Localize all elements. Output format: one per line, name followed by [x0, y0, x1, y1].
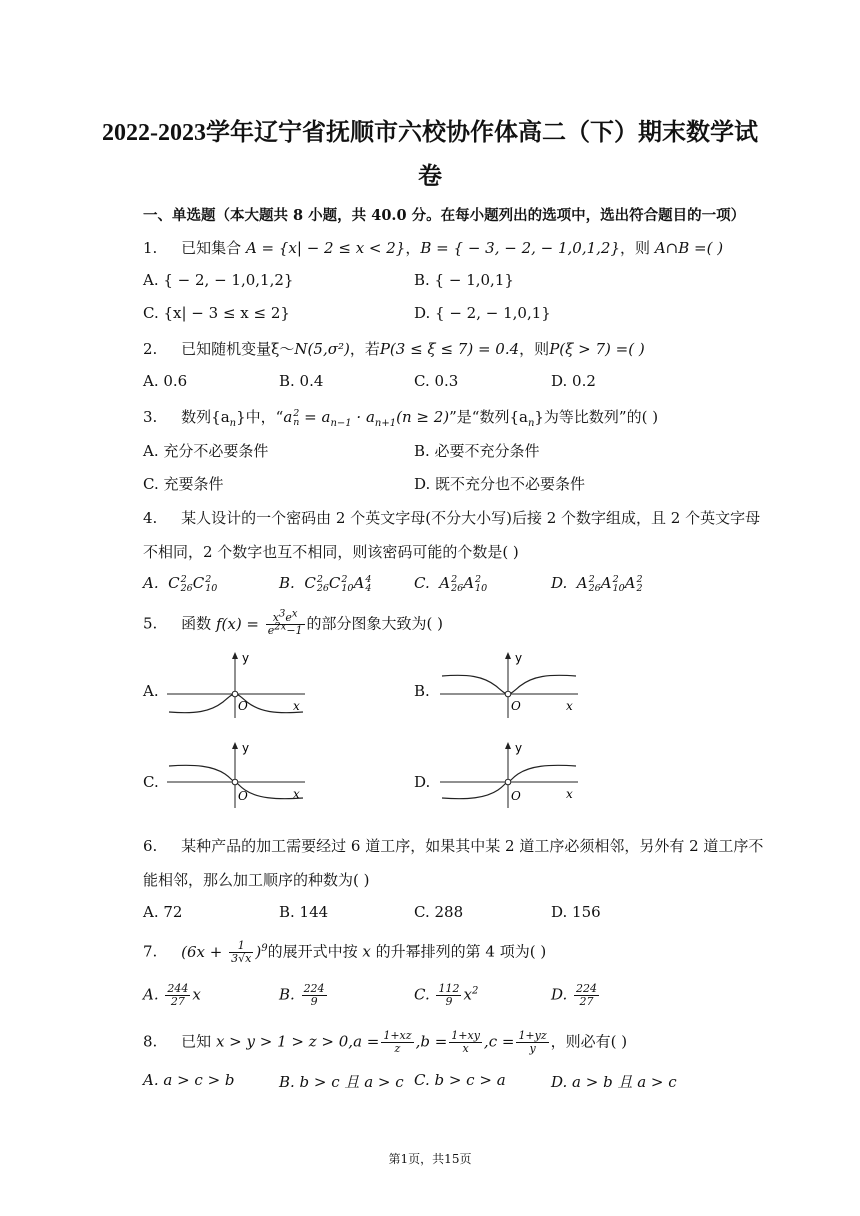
q4-option-c: C. A 2 26 A 2 10 [414, 574, 488, 594]
question-5 [143, 608, 444, 637]
q3-option-c: C. 充要条件 [143, 475, 224, 493]
q4-option-b: B. C 2 26 C 2 10 A 4 4 [279, 574, 372, 594]
x-label: x [566, 699, 573, 713]
q1-set-a: A = {x| − 2 ≤ x < 2} [245, 239, 406, 257]
q5-label-d: D. [414, 773, 431, 791]
q8-option-c: C. b > c > a [414, 1071, 506, 1089]
origin-label: O [238, 699, 248, 713]
q7-stem-d: 的升幂排列的第 4 项为( ) [375, 942, 547, 961]
q2-normal: N(5,σ²) [294, 340, 350, 358]
q2-option-d: D. 0.2 [551, 372, 596, 390]
q5-function: f(x) = $\frac{x^3e^x}{e^{2x}-1}$ [215, 608, 303, 637]
origin-label: O [238, 789, 248, 803]
q3-option-a: A. 充分不必要条件 [143, 442, 269, 460]
q8-stem-b: x > y > 1 > z > 0,a = [215, 1032, 380, 1051]
q7-option-d: D. $\frac{224}{27}$ [551, 982, 598, 1008]
q1-set-b: B = { − 3, − 2, − 1,0,1,2} [420, 239, 621, 257]
q3-option-d: D. 既不充分也不必要条件 [414, 475, 586, 493]
q3-stem-d: }为等比数列”的( ) [534, 408, 659, 426]
page-footer: 第1页，共15页 [388, 1152, 472, 1166]
q5-number: 5. [143, 614, 158, 633]
q1-option-d: D. { − 2, − 1,0,1} [414, 304, 551, 322]
q2-stem-f: P(ξ > 7) =( ) [549, 340, 645, 358]
q8-stem-e: ，则必有( ) [550, 1032, 628, 1051]
q6-number: 6. [143, 837, 158, 855]
question-4 [143, 507, 760, 528]
y-arrow [505, 652, 511, 659]
q5-graph-c [165, 740, 315, 810]
q3-stem-a: 数列{a [181, 408, 230, 426]
question-3: 3. 数列$\{a_n\}$中，“a 2 n = $a_{n-1} \cdot a_{n+1}(n \ge 2)$”是“数列$\{a_n\}$为等比数列”的( ) [143, 408, 659, 429]
q5-stem-a: 函数 [181, 614, 212, 633]
q4-option-a: A. C 2 26 C 2 10 [143, 574, 218, 594]
q1-stem-e: ，则 [620, 239, 651, 257]
q8-stem-c: ,b = [415, 1032, 448, 1051]
q3-stem-c: ”是“数列{a [449, 408, 528, 426]
q1-option-a: A. { − 2, − 1,0,1,2} [143, 271, 294, 289]
y-label: y [242, 651, 250, 665]
q6-option-a: A. 72 [143, 903, 183, 921]
q5-graph-b [438, 650, 588, 720]
question-8: 8. 已知 x > y > 1 > z > 0,a = $\frac{1+xz}{z}$ ,b = $\frac{1+xy}{x}$ ,c = $\frac{1+yz}{y}$ ，则必有( ) [143, 1029, 628, 1055]
q4-option-d: D. A 2 26 A 2 10 A 2 2 [551, 574, 643, 594]
q2-stem-c: ，若 [349, 340, 380, 358]
y-label: y [242, 741, 250, 755]
q7-stem-b: 的展开式中按 [267, 942, 358, 961]
open-point [232, 779, 238, 785]
section-heading: 一、单选题（本大题共 8 小题，共 40.0 分。在每小题列出的选项中，选出符合题目的一项） [143, 207, 746, 224]
q7-var: x [362, 942, 371, 961]
question-6 [143, 835, 763, 856]
q1-option-b: B. { − 1,0,1} [414, 271, 514, 289]
q3-number: 3. [143, 408, 158, 426]
q6-option-c: C. 288 [414, 903, 464, 921]
q6-stem-line2: 能相邻，那么加工顺序的种数为( ) [143, 871, 370, 889]
x-label: x [566, 787, 573, 801]
q3-stem-b: }中，“ [236, 408, 284, 426]
q7-binomial: (6x + $\frac{1}{3√x}$ )$^9$ [181, 939, 268, 965]
q8-stem-a: 已知 [181, 1032, 212, 1051]
q3-formula: a 2 n = $a_{n-1} \cdot a_{n+1}(n \ge 2)$ [283, 408, 450, 429]
q2-number: 2. [143, 340, 158, 358]
q1-option-c: C. {x| − 3 ≤ x ≤ 2} [143, 304, 290, 322]
q5-label-a: A. [143, 682, 159, 700]
q4-number: 4. [143, 509, 158, 527]
q7-number: 7. [143, 942, 158, 961]
q5-label-b: B. [414, 682, 430, 700]
question-1 [143, 237, 723, 258]
question-7 [143, 940, 546, 965]
q4-stem-line1: 某人设计的一个密码由 2 个英文字母(不分大小写)后接 2 个数字组成，且 2 个英文字母 [181, 509, 761, 527]
q6-stem-line1: 某种产品的加工需要经过 6 道工序，如果其中某 2 道工序必须相邻，另外有 2 道工序不 [181, 837, 764, 855]
q8-number: 8. [143, 1032, 158, 1051]
q1-stem-a: 已知集合 [181, 239, 242, 257]
x-label: x [293, 699, 300, 713]
q1-number: 1. [143, 239, 158, 257]
y-arrow [232, 652, 238, 659]
open-point [505, 779, 511, 785]
q2-option-c: C. 0.3 [414, 372, 459, 390]
page-title-line2: 卷 [418, 164, 442, 190]
q6-option-b: B. 144 [279, 903, 329, 921]
q8-option-a: A. a > c > b [143, 1071, 235, 1089]
q8-option-b: B. b > c 且 a > c [279, 1073, 404, 1091]
q8-stem-d: ,c = [483, 1032, 515, 1051]
q2-stem-e: ，则 [519, 340, 550, 358]
origin-label: O [511, 789, 521, 803]
y-arrow [505, 742, 511, 749]
q1-stem-c: ， [405, 239, 421, 257]
q1-stem-f: A∩B =( ) [654, 239, 724, 257]
x-label: x [293, 787, 300, 801]
q6-option-d: D. 156 [551, 903, 601, 921]
q8-option-d: D. a > b 且 a > c [551, 1073, 677, 1091]
open-point [232, 691, 238, 697]
origin-label: O [511, 699, 521, 713]
q2-option-b: B. 0.4 [279, 372, 324, 390]
q5-graph-a [165, 650, 315, 720]
q5-label-c: C. [143, 773, 159, 791]
q7-option-c: C. $\frac{112}{9}$ $x^2$ [414, 982, 479, 1008]
q7-option-b: B. $\frac{224}{9}$ [279, 982, 325, 1008]
question-2 [143, 338, 645, 359]
open-point [505, 691, 511, 697]
q4-stem-line2: 不相同，2 个数字也互不相同，则该密码可能的个数是( ) [143, 543, 519, 561]
y-label: y [515, 741, 523, 755]
y-label: y [515, 651, 523, 665]
q2-stem-a: 已知随机变量ξ～ [181, 340, 295, 358]
q5-graph-d [438, 740, 588, 810]
q2-option-a: A. 0.6 [143, 372, 188, 390]
page-title-line1: 2022-2023学年辽宁省抚顺市六校协作体高二（下）期末数学试 [102, 120, 758, 146]
y-arrow [232, 742, 238, 749]
q5-stem-b: 的部分图象大致为( ) [306, 614, 444, 633]
q7-option-a: A. $\frac{244}{27}$ x [143, 982, 201, 1008]
q3-option-b: B. 必要不充分条件 [414, 442, 540, 460]
q2-prob: P(3 ≤ ξ ≤ 7) = 0.4 [379, 340, 520, 358]
